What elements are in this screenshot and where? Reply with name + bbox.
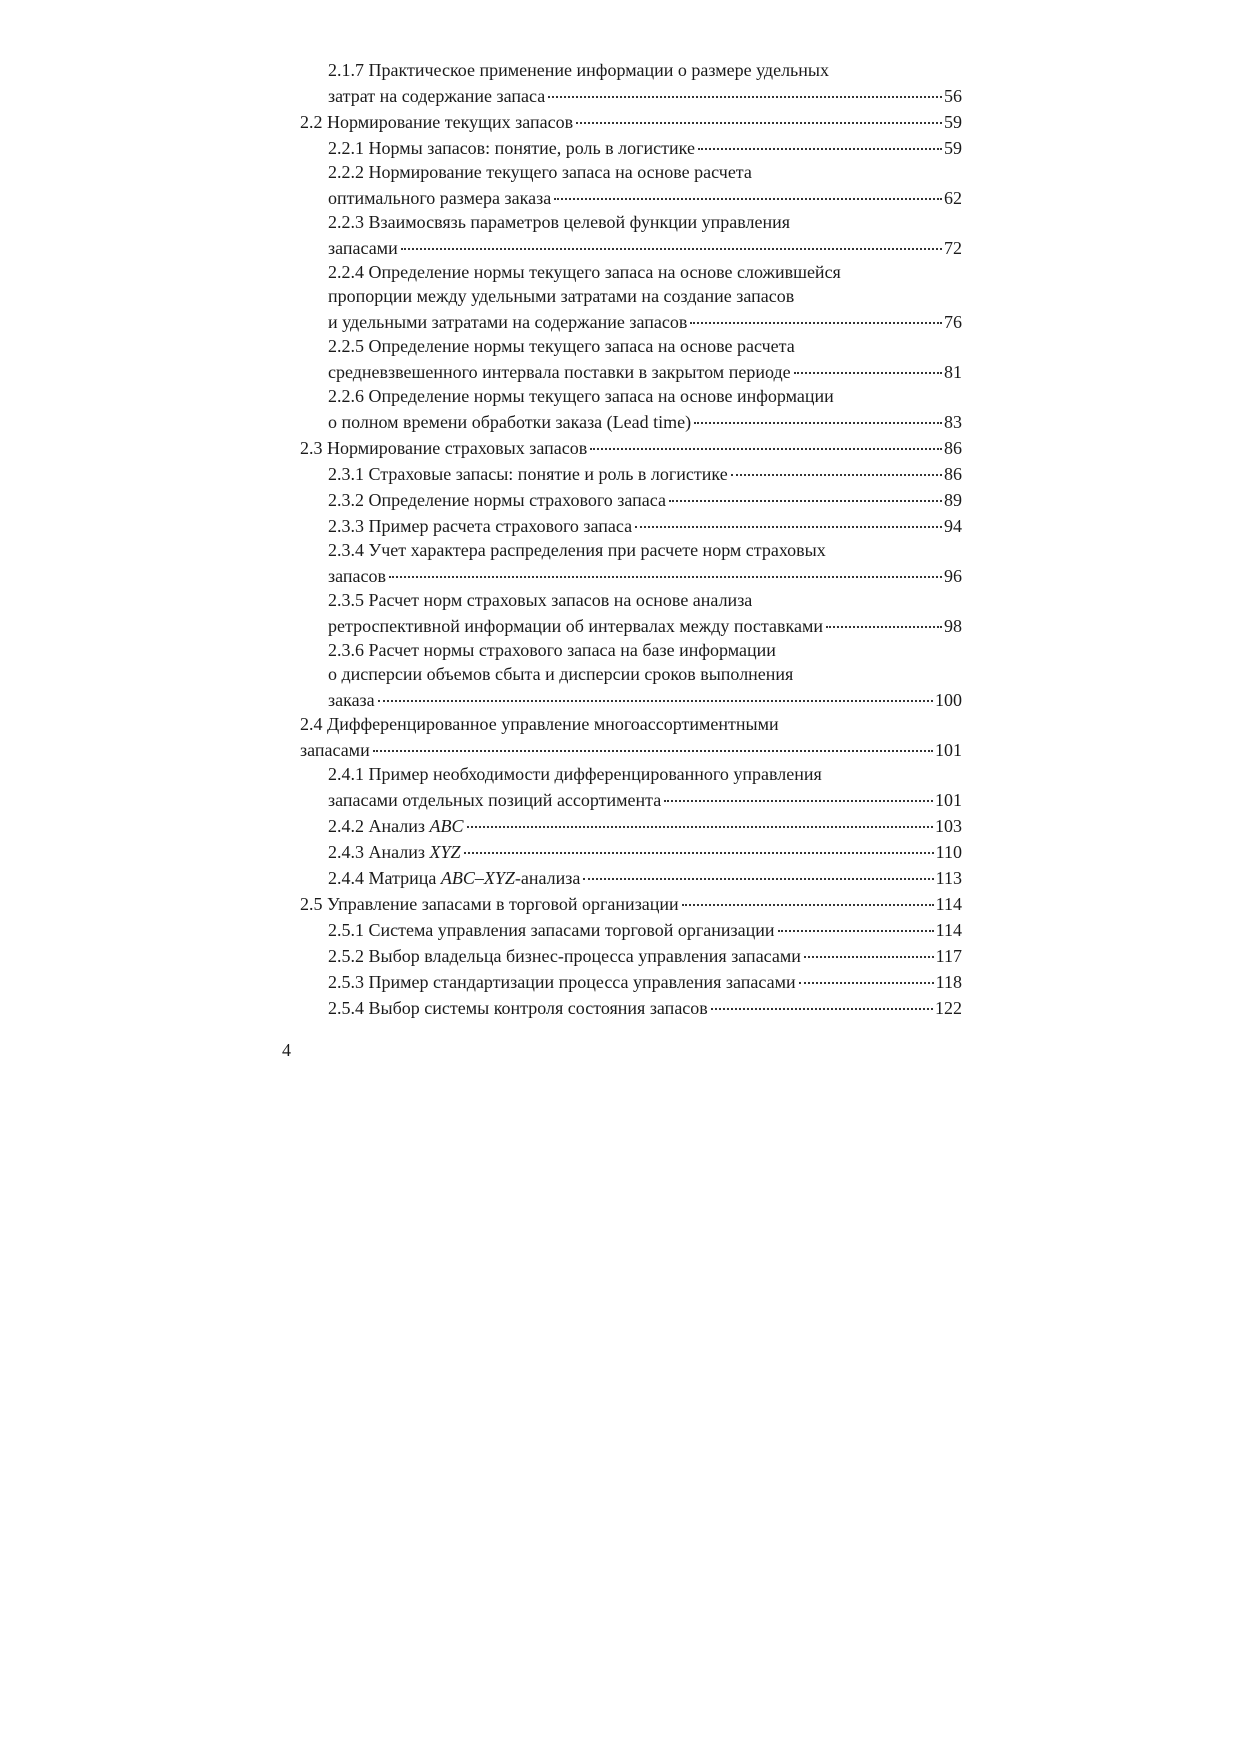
dot-leader (826, 608, 942, 628)
toc-entry-line: 2.2.3 Взаимосвязь параметров целевой функции управления (328, 212, 790, 232)
toc-entry-line: заказа (328, 690, 375, 710)
dot-leader (576, 104, 942, 124)
toc-entry-line: 2.3 Нормирование страховых запасов (300, 438, 588, 458)
toc-entry-line: 2.3.5 Расчет норм страховых запасов на основе анализа (328, 590, 753, 610)
toc-entry[interactable] (300, 384, 962, 434)
toc-page-number: 100 (935, 690, 962, 710)
toc-page-number: 76 (944, 312, 962, 332)
toc-entry-line: запасами (328, 238, 398, 258)
toc-entry-line: запасами (300, 740, 370, 760)
toc-entry-line: 2.5.1 Система управления запасами торговой организации (328, 920, 775, 940)
toc-entry-line: 2.5 Управление запасами в торговой организации (300, 894, 679, 914)
toc-entry-title (328, 840, 461, 864)
dot-leader (731, 456, 942, 476)
dot-leader (664, 782, 933, 802)
toc-entry-line: о дисперсии объемов сбыта и дисперсии сроков выполнения (328, 664, 794, 684)
toc-entry-line: 2.3.6 Расчет нормы страхового запаса на базе информации (328, 640, 776, 660)
toc-entry-line: о полном времени обработки заказа (Lead time) (328, 412, 692, 432)
dot-leader (378, 682, 933, 702)
toc-entry[interactable] (300, 134, 962, 160)
toc-page-number: 56 (944, 86, 962, 106)
page-number: 4 (282, 1040, 291, 1060)
toc-page-number: 86 (944, 438, 962, 458)
toc-entry-line: затрат на содержание запаса (328, 86, 546, 106)
toc-entry[interactable] (300, 994, 962, 1020)
toc-entry-line: 2.3.3 Пример расчета страхового запаса (328, 516, 633, 536)
toc-page-number: 101 (935, 790, 962, 810)
toc-page-number: 122 (935, 998, 962, 1018)
toc-page-number: 113 (935, 868, 962, 888)
toc-entry[interactable] (300, 334, 962, 384)
dot-leader (698, 130, 942, 150)
toc-entry-line: пропорции между удельными затратами на создание запасов (328, 286, 795, 306)
toc-entry-line: ретроспективной информации об интервалах между поставками (328, 616, 823, 636)
dot-leader (669, 482, 942, 502)
toc-entry-line: оптимального размера заказа (328, 188, 552, 208)
toc-entry-line: и удельными затратами на содержание запасов (328, 312, 688, 332)
toc-entry[interactable] (300, 538, 962, 588)
dot-leader (401, 230, 942, 250)
toc-page-number: 62 (944, 188, 962, 208)
dot-leader (799, 964, 934, 984)
toc-entry-line: 2.5.2 Выбор владельца бизнес-процесса управления запасами (328, 946, 801, 966)
toc-entry-line: 2.2 Нормирование текущих запасов (300, 112, 574, 132)
toc-page-number: 89 (944, 490, 962, 510)
toc-entry-line: 2.2.2 Нормирование текущего запаса на основе расчета (328, 162, 752, 182)
dot-leader (804, 938, 934, 958)
toc-entry-part: 2.4.2 Анализ (328, 816, 430, 836)
dot-leader (635, 508, 942, 528)
toc-entry-part: 2.4.3 Анализ (328, 842, 430, 862)
dot-leader (373, 732, 933, 752)
toc-page-number: 59 (944, 112, 962, 132)
toc-entry-title (328, 814, 464, 838)
toc-page-number: 114 (935, 894, 962, 914)
toc-page-number: 94 (944, 516, 962, 536)
toc-entry-title (328, 866, 580, 890)
toc-page-number: 83 (944, 412, 962, 432)
toc-entry-italic-part: XYZ (429, 842, 461, 862)
toc-entry-part: -анализа (514, 868, 581, 888)
toc-entry-line: 2.5.3 Пример стандартизации процесса управления запасами (328, 972, 796, 992)
dot-leader (548, 78, 942, 98)
toc-page-number: 98 (944, 616, 962, 636)
toc-entry[interactable] (300, 160, 962, 210)
toc-entry-line: 2.2.1 Нормы запасов: понятие, роль в логистике (328, 138, 695, 158)
toc-entry-line: 2.2.5 Определение нормы текущего запаса на основе расчета (328, 336, 795, 356)
toc-entry[interactable] (300, 712, 962, 762)
toc-page-number: 96 (944, 566, 962, 586)
toc-page-number: 110 (935, 842, 962, 862)
toc-entry-line: 2.5.4 Выбор системы контроля состояния запасов (328, 998, 708, 1018)
toc-entry[interactable] (300, 210, 962, 260)
toc-entry[interactable] (300, 588, 962, 638)
toc-entry-line: 2.4 Дифференцированное управление многоассортиментными (300, 714, 779, 734)
toc-entry[interactable] (300, 638, 962, 712)
dot-leader (554, 180, 942, 200)
toc-entry-line: 2.3.1 Страховые запасы: понятие и роль в логистике (328, 464, 728, 484)
toc-entry[interactable] (300, 512, 962, 538)
table-of-contents (300, 58, 962, 1020)
dot-leader (711, 990, 933, 1010)
dot-leader (389, 558, 942, 578)
toc-page-number: 72 (944, 238, 962, 258)
toc-page-number: 59 (944, 138, 962, 158)
toc-entry-part: 2.4.4 Матрица (328, 868, 441, 888)
dot-leader (690, 304, 942, 324)
toc-entry-line: 2.3.2 Определение нормы страхового запаса (328, 490, 666, 510)
dot-leader (583, 860, 933, 880)
dot-leader (682, 886, 934, 906)
toc-page-number: 81 (944, 362, 962, 382)
toc-entry[interactable] (300, 58, 962, 108)
toc-entry-line: средневзвешенного интервала поставки в закрытом периоде (328, 362, 791, 382)
toc-entry-line: запасов (328, 566, 386, 586)
toc-page-number: 103 (935, 816, 962, 836)
toc-page-number: 86 (944, 464, 962, 484)
toc-entry[interactable] (300, 260, 962, 334)
dot-leader (694, 404, 942, 424)
toc-entry-line: 2.2.6 Определение нормы текущего запаса на основе информации (328, 386, 834, 406)
dot-leader (794, 354, 942, 374)
toc-entry-line: 2.2.4 Определение нормы текущего запаса на основе сложившейся (328, 262, 841, 282)
toc-entry[interactable] (300, 762, 962, 812)
toc-page-number: 118 (935, 972, 962, 992)
toc-entry-line: 2.4.1 Пример необходимости дифференцированного управления (328, 764, 822, 784)
dot-leader (778, 912, 934, 932)
toc-entry-italic-part: ABC (429, 816, 464, 836)
toc-entry-line: 2.1.7 Практическое применение информации о размере удельных (328, 60, 829, 80)
dot-leader (467, 808, 933, 828)
dot-leader (590, 430, 942, 450)
toc-entry-line: 2.3.4 Учет характера распределения при расчете норм страховых (328, 540, 826, 560)
toc-page-number: 117 (935, 946, 962, 966)
dot-leader (464, 834, 934, 854)
toc-page-number: 114 (935, 920, 962, 940)
toc-entry-line: запасами отдельных позиций ассортимента (328, 790, 662, 810)
toc-entry-italic-part: ABC–XYZ (440, 868, 515, 888)
toc-page-number: 101 (935, 740, 962, 760)
